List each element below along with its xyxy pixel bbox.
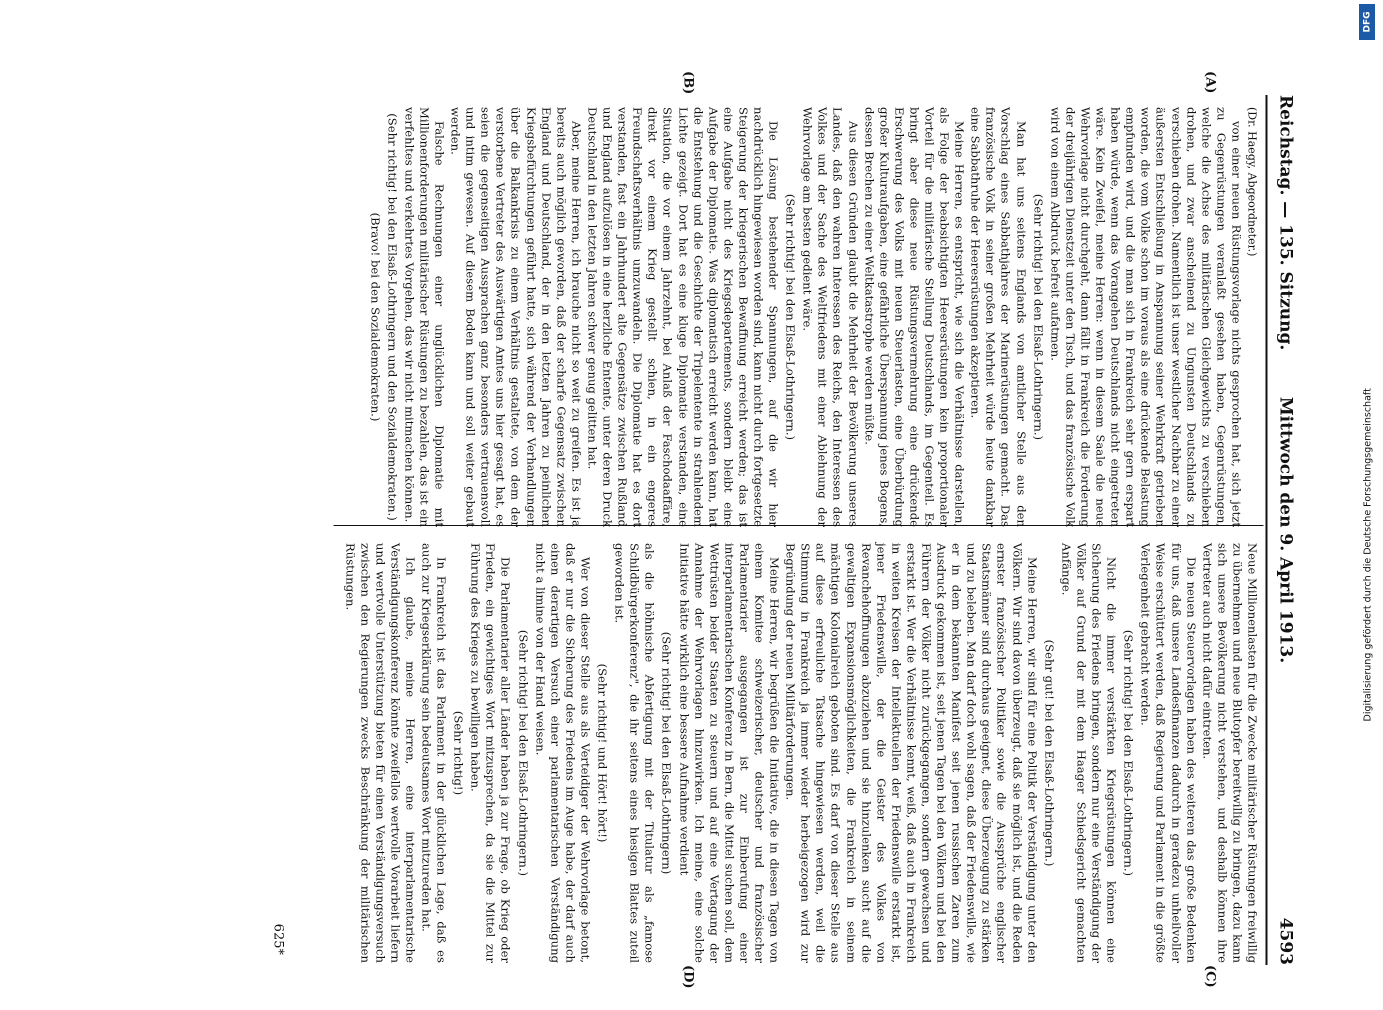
interjection: (Sehr richtig! bei den Elsaß-Lothringern.) bbox=[1031, 193, 1046, 441]
paragraph: Man hat uns seitens Englands von amtlicher Stelle aus den Vorschlag eines Sabbathjahres der Marinerüstungen gemacht. Das französische Volk in seiner großen Mehrheit würde heute dankbar eine Sabbathruhe der Heeresrüstungen akzeptieren. bbox=[968, 107, 1029, 527]
paragraph: Die neuen Steuervorlagen haben des weiteren das große Bedenken für uns, daß unsere Landesfinanzen dadurch in geradezu unheilvoller Weise erschüttert werden, daß Regierung und Parlament in die größte Verlegenheit gebracht werden. bbox=[1138, 543, 1199, 963]
header-rule bbox=[1266, 95, 1268, 965]
paragraph: als die höhnische Abfertigung mit der Titulatur als „famose Schildbürgerkonferenz", die ihr seitens eines hiesigen Blattes zuteil geworden ist. bbox=[612, 543, 657, 963]
header-page-number: 4593 bbox=[1275, 917, 1296, 965]
interjection: (Sehr richtig! bei den Elsaß-Lothringern und den Sozialdemokraten.) bbox=[385, 113, 400, 521]
paragraph: Die Parlamentarier aller Länder haben ja zur Frage, ob Krieg oder Frieden, ein gewichtiges Wort mitzusprechen, da sie die Mittel zur Führung des Krieges zu bewilligen haben. bbox=[468, 543, 513, 963]
right-text-column bbox=[341, 543, 1260, 963]
margin-letter-a: (A) bbox=[1202, 71, 1218, 94]
margin-letter-b: (B) bbox=[680, 71, 696, 95]
paragraph: Die Lösung bestehender Spannungen, auf die wir hier nachdrücklich hingewiesen worden sind, kann nicht durch fortgesetzte Steigerung der kriegerischen Bewaffnung erreicht werden; das ist eine Aufgabe nicht des Kriegsdepartements, sondern bleibt eine Aufgabe der Diplomatie. Was diplomatisch erreicht werden kann, hat die Entstehung und die Geschichte der Tripelentente in strahlendem Lichte gezeigt. Dort hat es eine kluge Diplomatie verstanden, eine Situation, die vor einem Jahrzehnt, bei Anlaß der Faschodaaffäre, direkt vor einem Krieg gestellt schien, in ein engeres Freundschaftsverhältnis umzuwandeln. Die Diplomatie hat es dort verstanden, fast ein Jahrhundert alte Gegensätze zwischen Rußland und England aufzulösen in eine herzliche Entente, unter deren Druck Deutschland in den letzten Jahren schwer genug gelitten hat. bbox=[585, 107, 781, 527]
scanned-page-area bbox=[15, 50, 1345, 1010]
paragraph: Meine Herren, wir begrüßen die Initiative, die in diesen Tagen von einem Komitee schweizerischer, deutscher und französischer Parlamentarier ausgegangen ist zur Einberufung einer interparlamentarischen Konferenz in Bern, die Mittel suchen soll, dem Wettrüsten beider Staaten zu steuern und auf eine Vertagung der Annahme der Wehrvorlagen hinzuwirken. Ich meine, eine solche Initiative hätte wirklich eine bessere Aufnahme verdient bbox=[677, 543, 782, 963]
paragraph: Meine Herren, wir sind für eine Politik der Verständigung unter den Völkern. Wir sind davon überzeugt, daß sie möglich ist, und die Reden ernster französischer Politiker sowie die Aussprüche englischer Staatsmänner sind durchaus geeignet, diese Überzeugung zu stärken und zu beleben. Man darf doch wohl sagen, daß der Friedenswille, wie er in dem bekannten Manifest seit jenen russischen Zaren zum Ausdruck gekommen ist, seit jenen Tagen bei den Völkern und bei den Führern der Völker nicht zurückgegangen, sondern gewachsen und erstarkt ist. Wer die Verhältnisse kennt, weiß, daß auch in Frankreich in weiten Kreisen der Intellektuellen der Friedenswille erstarkt ist, jener Friedenswille, der die Geister des Volkes von Revanchehoffnungen abzuziehen und sie hinzulenken sucht auf die gewaltigen Expansionsmöglichkeiten, die Frankreich in seinem mächtigen Kolonialreich geboten sind. Es darf von dieser Stelle aus auf diese erfreuliche Tatsache hingewiesen werden, weil die Stimmung in Frankreich ja immer wieder herbeigezogen wird zur Begründung der neuen Militärforderungen. bbox=[783, 543, 1040, 963]
paragraph: von einer neuen Rüstungsvorlage nichts gesprochen hat, sich jetzt zu Gegenrüstungen veranlaßt gesehen haben, Gegenrüstungen, welche die Achse des militärischen Gleichgewichts zu verschieben drohen, und zwar anscheinend zu Ungunsten Deutschlands zu verschieben drohen. Namentlich ist unser westlicher Nachbar zu einer äußersten Entschließung in Anspannung seiner Wehrkraft getrieben worden, die vom Volke schon im voraus als eine drückende Belastung empfunden wird, und die man sich in Frankreich sehr gern erspart haben würde, wenn das Vorangehen Deutschlands nicht eingetreten wäre. Kein Zweifel, meine Herren: wenn in diesem Saale die neue Wehrvorlage nicht durchgeht, dann fällt in Frankreich die Forderung der dreijährigen Dienstzeit unter den Tisch, und das französische Volk wird von einem Albdruck befreit aufatmen. bbox=[1048, 107, 1244, 527]
paragraph: Aber, meine Herren, ich brauche nicht so weit zu greifen. Es ist ja bereits auch möglich geworden, daß der scharfe Gegensatz zwischen England und Deutschland, der in den letzten Jahren zu peinlichen Kriegsbefürchtungen geführt hatte, sich während der Verhandlungen über die Balkankrisis zu einem Verhältnis gestaltete, von dem der verstorbene Vertreter des Auswärtigen Amtes uns hier gesagt hat, es seien die gegenseitigen Aussprachen ganz besonders vertrauensvoll und intim gewesen. Auf diesem Boden kann und soll weiter gebaut werden. bbox=[448, 107, 584, 527]
paragraph: Ich glaube, meine Herren, eine interparlamentarische Verständigungskonferenz könnte zweifellos wertvolle Vorarbeit liefern und wertvolle Unterstützung bieten für einen Verständigungsversuch zwischen den Regierungen zwecks Beschränkung der militärischen Rüstungen. bbox=[343, 543, 418, 963]
paragraph: Aus diesen Gründen glaubt die Mehrheit der Bevölkerung unseres Landes, daß den wahren Interessen des Reichs, den Interessen des Volkes und der Sache des Weltfriedens mit einer Ablehnung der Wehrvorlage am besten gedient wäre. bbox=[800, 107, 861, 527]
header-date: Mittwoch den 9. April 1913. bbox=[1275, 396, 1296, 664]
paragraph: Meine Herren, es entspricht, wie sich die Verhältnisse darstellen, als Folge der beabsichtigten Heeresrüstungen kein proportionaler Vorteil für die militärische Stellung Deutschlands, im Gegenteil. Es bringt aber diese neue Rüstungsvermehrung eine drückende Erschwerung des Volks mit neuen Steuerlasten, eine Überbürdung großer Kulturaufgaben, eine gefährliche Überspannung jenes Bogens, dessen Brechen zu einer Weltkatastrophe werden müßte. bbox=[862, 107, 967, 527]
header-session: Reichstag. — 135. Sitzung. bbox=[1275, 95, 1296, 351]
interjection: (Sehr richtig! bei den Elsaß-Lothringern) bbox=[659, 631, 674, 875]
rotated-page bbox=[53, 65, 1308, 995]
interjection: (Sehr richtig! bei den Elsaß-Lothringern.) bbox=[1121, 629, 1136, 877]
interjection: (Sehr richtig! bei den Elsaß-Lothringern.) bbox=[783, 193, 798, 441]
signature-mark: 625* bbox=[270, 923, 286, 955]
interjection: (Bravo! bei den Sozialdemokraten.) bbox=[368, 212, 383, 422]
digitization-credit: Digitalisierung gefördert durch die Deutsche Forschungsgemeinschaft bbox=[1362, 388, 1374, 722]
paragraph: In Frankreich ist das Parlament in der glücklichen Lage, daß es auch zur Kriegserklärung sein bedeutsames Wort mitzureden hat. bbox=[419, 543, 449, 963]
page-header bbox=[1270, 95, 1296, 965]
paragraph: Neue Millionenlasten für die Zwecke militärischer Rüstungen freiwillig zu übernehmen und neue Blutopfer bereitwillig zu bringen, dazu kann sich unsere Bevölkerung nicht verstehen, und deshalb können ihre Vertreter auch nicht dafür eintreten. bbox=[1200, 543, 1260, 963]
margin-letter-c: (C) bbox=[1202, 965, 1218, 988]
left-text-column bbox=[365, 107, 1259, 527]
paragraph: (Dr. Haegy, Abgeordneter.) bbox=[1245, 107, 1259, 257]
interjection: (Sehr richtig! und Hört! hört!) bbox=[595, 663, 610, 843]
paragraph: Wer von dieser Stelle aus als Verteidiger der Wehrvorlage betont, daß er nur die Sicherung des Friedens im Auge habe, der darf auch einen derartigen Versuch einer parlamentarischen Verständigung nicht a limine von der Hand weisen. bbox=[533, 543, 593, 963]
dfg-logo: DFG bbox=[1359, 4, 1375, 40]
paragraph: Falsche Rechnungen einer unglücklichen Diplomatie mit Millionenforderungen militärischer Rüstungen zu bezahlen, das ist ein verfehltes und verkehrtes Vorgehen, das wir nicht mitmachen können. bbox=[402, 107, 447, 527]
interjection: (Sehr richtig!) bbox=[451, 710, 466, 796]
paragraph: Nicht die immer verstärkten Kriegsrüstungen können eine Sicherung des Friedens bringen, sondern nur eine Verständigung der Völker auf Grund der mit dem Haager Schiedsgericht gemachten Anfänge. bbox=[1059, 543, 1119, 963]
interjection: (Sehr gut! bei den Elsaß-Lothringern.) bbox=[1042, 639, 1057, 867]
margin-letter-d: (D) bbox=[680, 965, 696, 989]
interjection: (Sehr richtig! bei den Elsaß-Lothringern.) bbox=[516, 629, 531, 877]
